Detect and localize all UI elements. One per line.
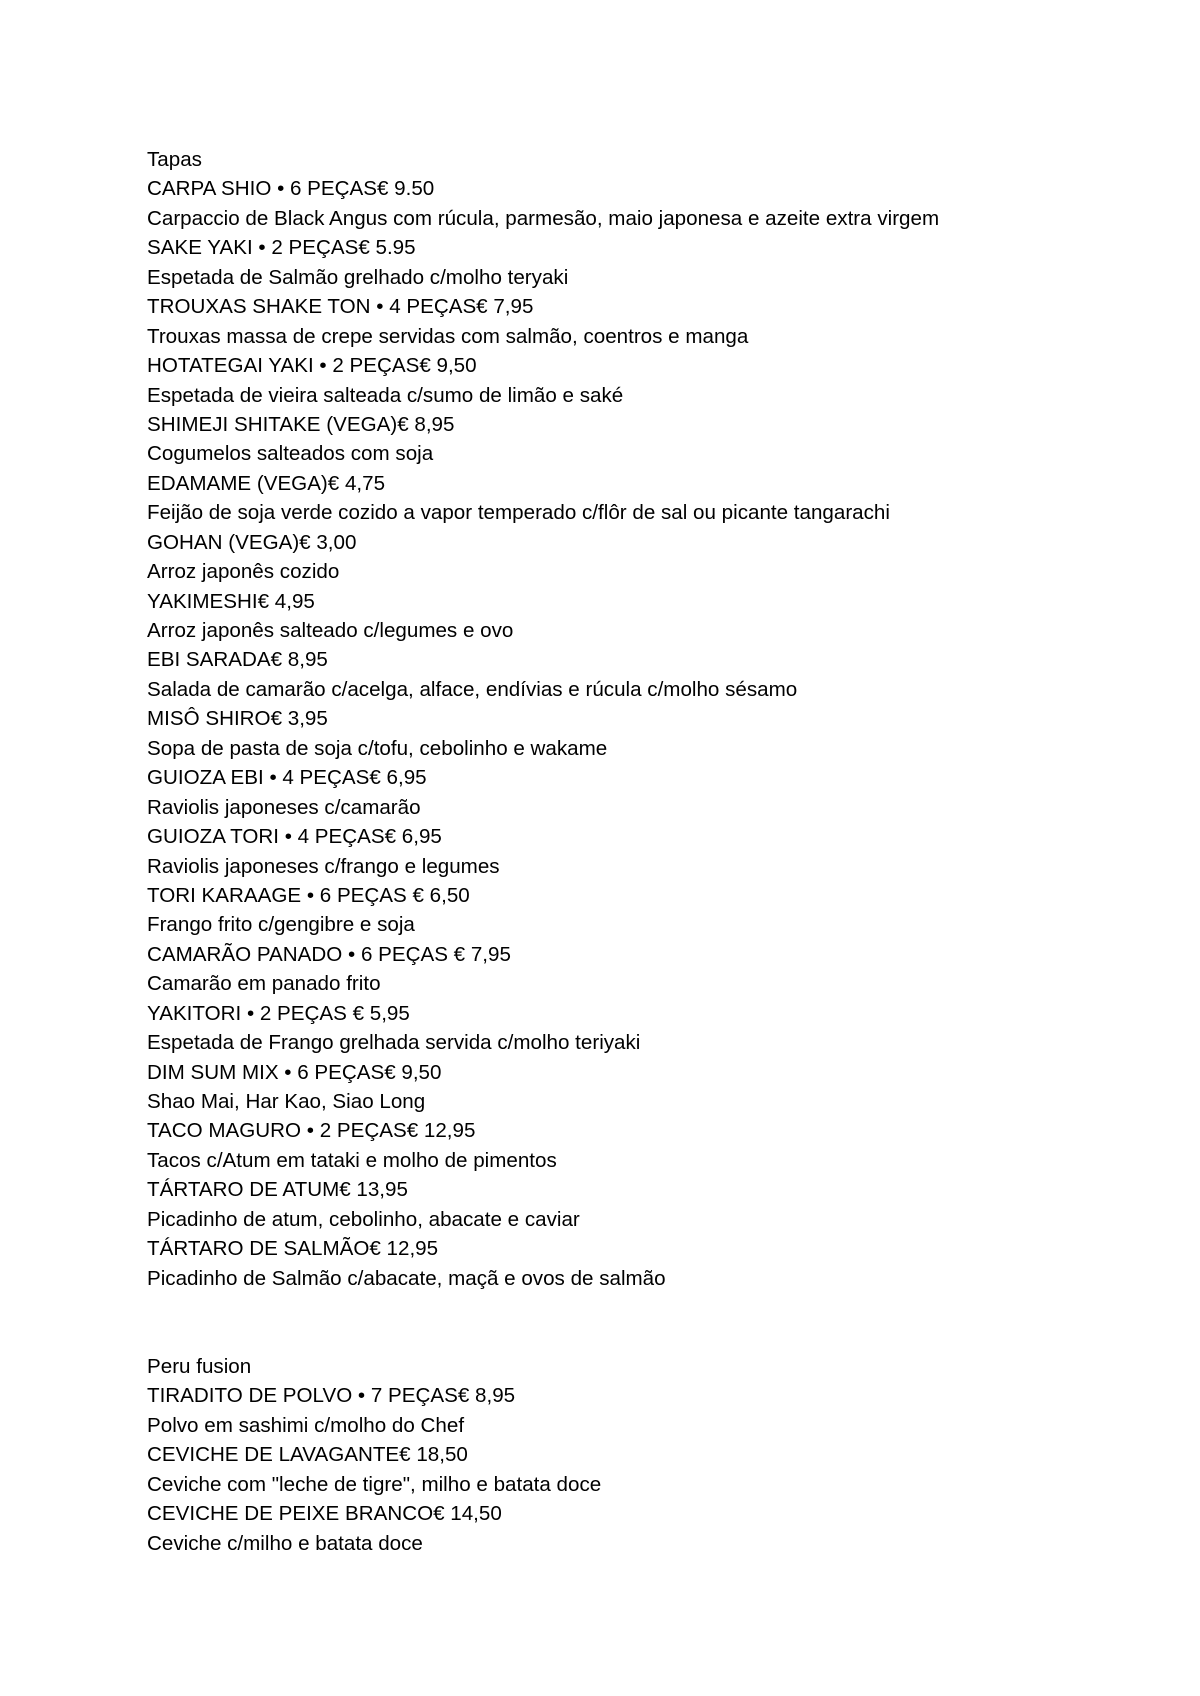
menu-item-name-price: SAKE YAKI • 2 PEÇAS€ 5.95 bbox=[147, 236, 416, 260]
menu-item-name-price: TÁRTARO DE SALMÃO€ 12,95 bbox=[147, 1237, 439, 1261]
menu-item bbox=[147, 233, 1147, 292]
menu-item-description: Espetada de vieira salteada c/sumo de limão e saké bbox=[147, 383, 624, 407]
menu-item-name-price: GOHAN (VEGA)€ 3,00 bbox=[147, 530, 357, 554]
menu-item-description: Trouxas massa de crepe servidas com salmão, coentros e manga bbox=[147, 324, 749, 348]
menu-item-name-price: GUIOZA EBI • 4 PEÇAS€ 6,95 bbox=[147, 766, 427, 790]
menu-item bbox=[147, 999, 1147, 1058]
menu-item-name-price: CARPA SHIO • 6 PEÇAS€ 9.50 bbox=[147, 177, 435, 201]
menu-item-description: Cogumelos salteados com soja bbox=[147, 442, 434, 466]
menu-document bbox=[147, 145, 1147, 1558]
menu-item-name-price: TACO MAGURO • 2 PEÇAS€ 12,95 bbox=[147, 1119, 476, 1143]
menu-item-name-price: TORI KARAAGE • 6 PEÇAS € 6,50 bbox=[147, 883, 470, 907]
menu-item-name-price: SHIMEJI SHITAKE (VEGA)€ 8,95 bbox=[147, 412, 455, 436]
menu-item-description: Arroz japonês cozido bbox=[147, 560, 340, 584]
menu-item-name-price: TROUXAS SHAKE TON • 4 PEÇAS€ 7,95 bbox=[147, 295, 534, 319]
menu-item-name-price: CEVICHE DE LAVAGANTE€ 18,50 bbox=[147, 1443, 468, 1467]
menu-item-description: Raviolis japoneses c/camarão bbox=[147, 795, 421, 819]
menu-item-name-price: CAMARÃO PANADO • 6 PEÇAS € 7,95 bbox=[147, 942, 511, 966]
menu-item bbox=[147, 469, 1147, 528]
menu-item bbox=[147, 292, 1147, 351]
menu-item bbox=[147, 528, 1147, 587]
menu-item bbox=[147, 645, 1147, 704]
menu-item-name-price: MISÔ SHIRO€ 3,95 bbox=[147, 707, 328, 731]
menu-section bbox=[147, 1352, 1147, 1558]
section-title: Peru fusion bbox=[147, 1354, 252, 1378]
menu-item-name-price: CEVICHE DE PEIXE BRANCO€ 14,50 bbox=[147, 1502, 502, 1526]
menu-item-description: Polvo em sashimi c/molho do Chef bbox=[147, 1413, 465, 1437]
menu-item-name-price: TÁRTARO DE ATUM€ 13,95 bbox=[147, 1178, 408, 1202]
menu-item bbox=[147, 587, 1147, 646]
menu-item-description: Tacos c/Atum em tataki e molho de pimentos bbox=[147, 1148, 557, 1172]
menu-item bbox=[147, 1234, 1147, 1293]
menu-item-description: Carpaccio de Black Angus com rúcula, parmesão, maio japonesa e azeite extra virgem bbox=[147, 206, 940, 230]
menu-item-name-price: YAKITORI • 2 PEÇAS € 5,95 bbox=[147, 1001, 410, 1025]
menu-item-name-price: YAKIMESHI€ 4,95 bbox=[147, 589, 315, 613]
menu-item-description: Salada de camarão c/acelga, alface, endívias e rúcula c/molho sésamo bbox=[147, 677, 798, 701]
menu-sections bbox=[147, 145, 1147, 1558]
menu-item bbox=[147, 881, 1147, 940]
menu-item bbox=[147, 351, 1147, 410]
menu-item bbox=[147, 1175, 1147, 1234]
menu-item-description: Shao Mai, Har Kao, Siao Long bbox=[147, 1090, 426, 1113]
menu-item bbox=[147, 1381, 1147, 1440]
menu-item-name-price: HOTATEGAI YAKI • 2 PEÇAS€ 9,50 bbox=[147, 354, 477, 378]
menu-item-name-price: GUIOZA TORI • 4 PEÇAS€ 6,95 bbox=[147, 825, 442, 849]
menu-item bbox=[147, 940, 1147, 999]
menu-item-description: Sopa de pasta de soja c/tofu, cebolinho e wakame bbox=[147, 736, 608, 760]
menu-item bbox=[147, 1116, 1147, 1175]
menu-item-description: Ceviche c/milho e batata doce bbox=[147, 1531, 423, 1555]
menu-item-name-price: TIRADITO DE POLVO • 7 PEÇAS€ 8,95 bbox=[147, 1384, 516, 1408]
menu-item-description: Picadinho de Salmão c/abacate, maçã e ovos de salmão bbox=[147, 1266, 666, 1290]
menu-item bbox=[147, 822, 1147, 881]
menu-item-description: Raviolis japoneses c/frango e legumes bbox=[147, 854, 500, 878]
menu-item-description: Picadinho de atum, cebolinho, abacate e caviar bbox=[147, 1207, 580, 1231]
menu-item-name-price: DIM SUM MIX • 6 PEÇAS€ 9,50 bbox=[147, 1060, 442, 1084]
menu-item bbox=[147, 704, 1147, 763]
menu-item bbox=[147, 410, 1147, 469]
menu-item-name-price: EBI SARADA€ 8,95 bbox=[147, 648, 328, 672]
menu-item bbox=[147, 1440, 1147, 1499]
menu-item-description: Camarão em panado frito bbox=[147, 972, 381, 996]
menu-item-description: Arroz japonês salteado c/legumes e ovo bbox=[147, 619, 514, 642]
menu-item-description: Espetada de Frango grelhada servida c/molho teriyaki bbox=[147, 1031, 641, 1055]
menu-section bbox=[147, 145, 1147, 1293]
menu-item-description: Espetada de Salmão grelhado c/molho teryaki bbox=[147, 265, 569, 289]
menu-item bbox=[147, 174, 1147, 233]
section-title: Tapas bbox=[147, 148, 202, 171]
menu-item-name-price: EDAMAME (VEGA)€ 4,75 bbox=[147, 471, 386, 495]
menu-item-description: Frango frito c/gengibre e soja bbox=[147, 913, 415, 937]
menu-item-description: Ceviche com "leche de tigre", milho e batata doce bbox=[147, 1472, 602, 1496]
menu-item-description: Feijão de soja verde cozido a vapor temperado c/flôr de sal ou picante tangarachi bbox=[147, 501, 890, 525]
menu-item bbox=[147, 1058, 1147, 1117]
menu-item bbox=[147, 1499, 1147, 1558]
menu-item bbox=[147, 763, 1147, 822]
